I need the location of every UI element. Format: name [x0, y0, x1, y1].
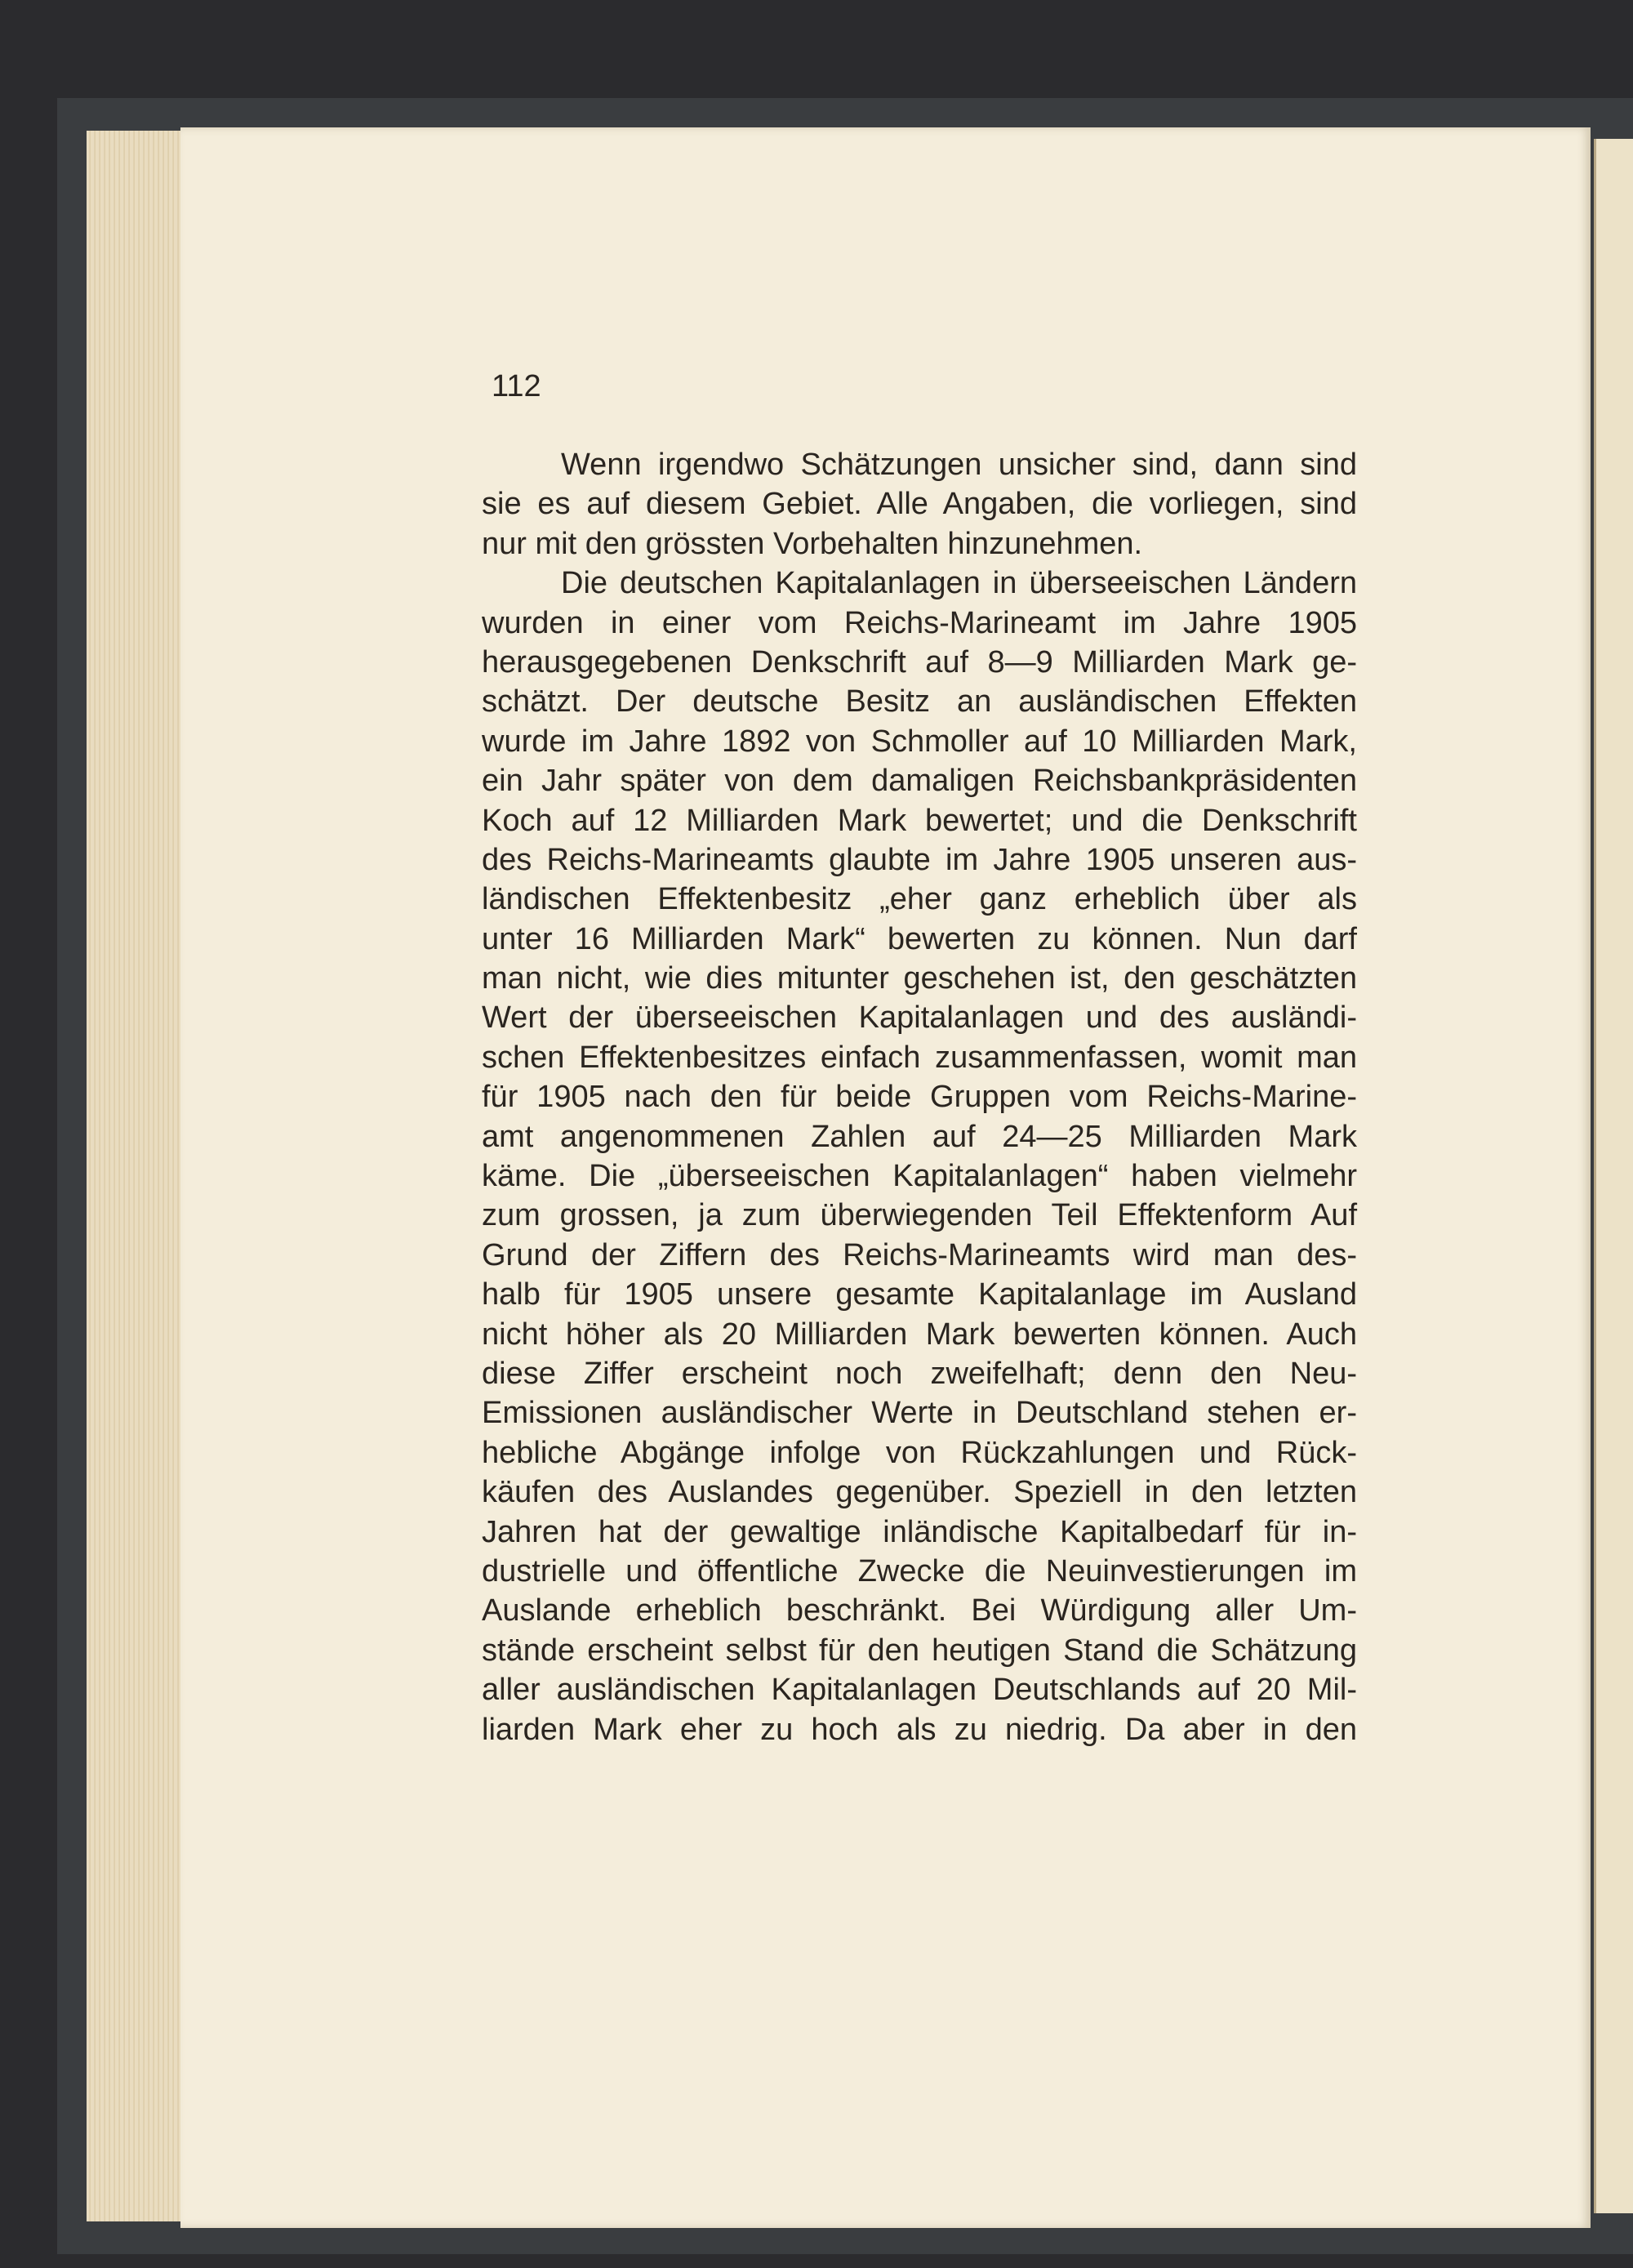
text-line: amt angenommenen Zahlen auf 24—25 Milliarden Mark [482, 1119, 1357, 1154]
text-line: Jahren hat der gewaltige inländische Kapitalbedarf für in- [482, 1514, 1357, 1549]
text-line: diese Ziffer erscheint noch zweifelhaft; denn den Neu- [482, 1356, 1357, 1391]
text-line: schen Effektenbesitzes einfach zusammenfassen, womit man [482, 1040, 1357, 1075]
text-line: käufen des Auslandes gegenüber. Speziell in den letzten [482, 1475, 1357, 1510]
page-number: 112 [492, 369, 541, 403]
text-line: Wert der überseeischen Kapitalanlagen und des ausländi- [482, 1000, 1357, 1036]
text-line: nicht höher als 20 Milliarden Mark bewerten können. Auch [482, 1317, 1357, 1352]
text-line: herausgegebenen Denkschrift auf 8—9 Milliarden Mark ge- [482, 644, 1357, 680]
text-line: hebliche Abgänge infolge von Rückzahlungen und Rück- [482, 1435, 1357, 1470]
text-line: Auslande erheblich beschränkt. Bei Würdigung aller Um- [482, 1593, 1357, 1629]
text-line: zum grossen, ja zum überwiegenden Teil Effektenform Auf [482, 1198, 1357, 1233]
text-line: unter 16 Milliarden Mark“ bewerten zu können. Nun darf [482, 921, 1357, 956]
page-edges [87, 131, 183, 2221]
body-text [482, 445, 1357, 1749]
text-line: für 1905 nach den für beide Gruppen vom Reichs-Marine- [482, 1080, 1357, 1115]
text-line: Koch auf 12 Milliarden Mark bewertet; und die Denkschrift [482, 803, 1357, 838]
text-line: Wenn irgendwo Schätzungen unsicher sind, dann sind [561, 448, 1357, 482]
text-line: sie es auf diesem Gebiet. Alle Angaben, die vorliegen, sind [482, 487, 1357, 522]
text-line: ein Jahr später von dem damaligen Reichsbankpräsidenten [482, 764, 1357, 799]
text-line: wurde im Jahre 1892 von Schmoller auf 10 Milliarden Mark, [482, 724, 1357, 759]
text-line: Grund der Ziffern des Reichs-Marineamts wird man des- [482, 1237, 1357, 1272]
text-line: wurden in einer vom Reichs-Marineamt im Jahre 1905 [482, 605, 1357, 640]
text-line: nur mit den grössten Vorbehalten hinzunehmen. [482, 526, 1143, 561]
text-line: man nicht, wie dies mitunter geschehen ist, den geschätzten [482, 961, 1357, 996]
facing-page-edge [1594, 139, 1633, 2213]
text-line: Die deutschen Kapitalanlagen in überseeischen Ländern [561, 566, 1357, 601]
text-line: Emissionen ausländischer Werte in Deutschland stehen er- [482, 1396, 1357, 1431]
text-line: stände erscheint selbst für den heutigen Stand die Schätzung [482, 1633, 1357, 1668]
text-line: des Reichs-Marineamts glaubte im Jahre 1905 unseren aus- [482, 842, 1357, 877]
text-line: käme. Die „überseeischen Kapitalanlagen“ haben vielmehr [482, 1159, 1357, 1194]
text-line: ländischen Effektenbesitz „eher ganz erheblich über als [482, 882, 1357, 917]
text-line: liarden Mark eher zu hoch als zu niedrig. Da aber in den [482, 1712, 1357, 1747]
text-line: schätzt. Der deutsche Besitz an ausländischen Effekten [482, 684, 1357, 720]
text-line: halb für 1905 unsere gesamte Kapitalanlage im Ausland [482, 1277, 1357, 1312]
text-line: aller ausländischen Kapitalanlagen Deutschlands auf 20 Mil- [482, 1673, 1357, 1708]
text-line: dustrielle und öffentliche Zwecke die Neuinvestierungen im [482, 1553, 1357, 1588]
